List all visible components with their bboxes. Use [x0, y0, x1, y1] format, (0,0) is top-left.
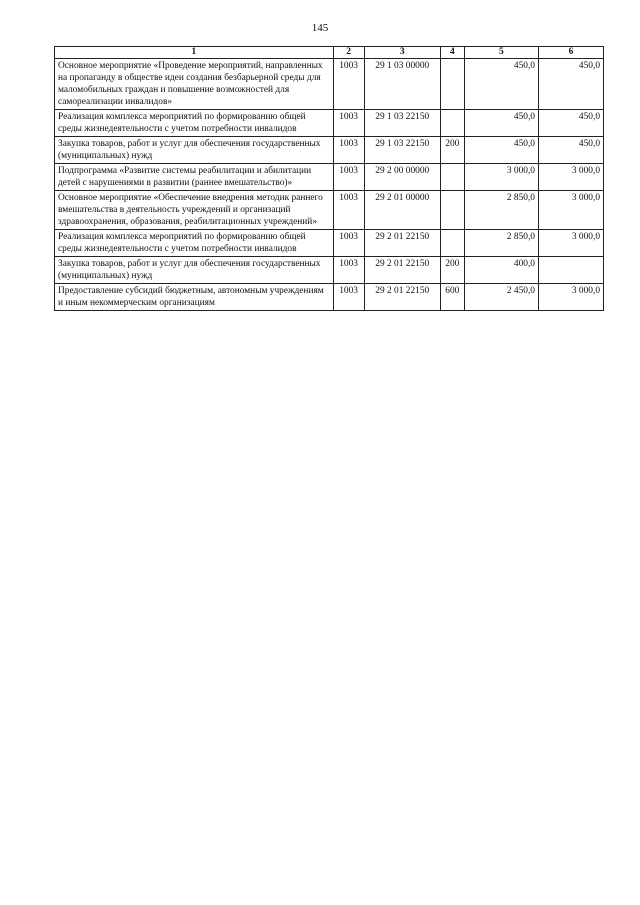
table-header-row: [55, 47, 604, 59]
table-row: [55, 257, 604, 284]
column-header-2: 2: [333, 47, 364, 59]
row-expense-type: [440, 164, 464, 191]
row-amount-6: 3 000,0: [538, 164, 603, 191]
row-expense-type: [440, 59, 464, 110]
row-amount-5: 450,0: [464, 59, 538, 110]
page-number: 145: [311, 22, 329, 34]
row-target-code: 29 2 00 00000: [364, 164, 440, 191]
row-expense-type: 600: [440, 284, 464, 311]
row-name: Предоставление субсидий бюджетным, автономным учреждениям и иным некоммерческим организациям: [55, 284, 334, 311]
column-header-4: 4: [440, 47, 464, 59]
row-target-code: 29 1 03 22150: [364, 110, 440, 137]
table-row: [55, 230, 604, 257]
row-amount-5: 2 850,0: [464, 191, 538, 230]
row-section: 1003: [333, 110, 364, 137]
row-target-code: 29 1 03 22150: [364, 137, 440, 164]
row-amount-5: 2 850,0: [464, 230, 538, 257]
row-target-code: 29 2 01 22150: [364, 284, 440, 311]
row-amount-6: [538, 257, 603, 284]
row-amount-5: 400,0: [464, 257, 538, 284]
column-header-5: 5: [464, 47, 538, 59]
row-amount-5: 2 450,0: [464, 284, 538, 311]
row-target-code: 29 2 01 22150: [364, 257, 440, 284]
row-section: 1003: [333, 257, 364, 284]
row-section: 1003: [333, 284, 364, 311]
row-section: 1003: [333, 191, 364, 230]
column-header-3: 3: [364, 47, 440, 59]
column-header-1: 1: [55, 47, 334, 59]
row-amount-5: 450,0: [464, 137, 538, 164]
row-expense-type: 200: [440, 137, 464, 164]
table-row: [55, 59, 604, 110]
row-name: Закупка товаров, работ и услуг для обеспечения государственных (муниципальных) нужд: [55, 257, 334, 284]
column-header-6: 6: [538, 47, 603, 59]
row-section: 1003: [333, 164, 364, 191]
row-amount-6: 450,0: [538, 110, 603, 137]
table-row: [55, 164, 604, 191]
table-row: [55, 284, 604, 311]
row-target-code: 29 1 03 00000: [364, 59, 440, 110]
row-amount-5: 3 000,0: [464, 164, 538, 191]
row-section: 1003: [333, 230, 364, 257]
row-amount-6: 450,0: [538, 137, 603, 164]
row-name: Реализация комплекса мероприятий по формированию общей среды жизнедеятельности с учетом потребности инвалидов: [55, 110, 334, 137]
row-name: Подпрограмма «Развитие системы реабилитации и абилитации детей с нарушениями в развитии (раннее вмешательство)»: [55, 164, 334, 191]
table-row: [55, 191, 604, 230]
row-expense-type: [440, 110, 464, 137]
row-target-code: 29 2 01 22150: [364, 230, 440, 257]
row-expense-type: [440, 191, 464, 230]
budget-table: [54, 46, 604, 311]
row-expense-type: [440, 230, 464, 257]
row-target-code: 29 2 01 00000: [364, 191, 440, 230]
row-amount-6: 450,0: [538, 59, 603, 110]
row-name: Основное мероприятие «Проведение мероприятий, направленных на пропаганду в обществе идеи создания безбарьерной среды для маломобильных граждан и повышение возможностей для самореализации инвалидов»: [55, 59, 334, 110]
table-row: [55, 110, 604, 137]
row-amount-6: 3 000,0: [538, 191, 603, 230]
table-row: [55, 137, 604, 164]
row-expense-type: 200: [440, 257, 464, 284]
row-name: Реализация комплекса мероприятий по формированию общей среды жизнедеятельности с учетом потребности инвалидов: [55, 230, 334, 257]
row-amount-6: 3 000,0: [538, 284, 603, 311]
row-amount-5: 450,0: [464, 110, 538, 137]
row-name: Основное мероприятие «Обеспечение внедрения методик раннего вмешательства в деятельность учреждений и организаций здравоохранения, образования, реабилитационных учреждений»: [55, 191, 334, 230]
row-amount-6: 3 000,0: [538, 230, 603, 257]
row-section: 1003: [333, 137, 364, 164]
row-section: 1003: [333, 59, 364, 110]
row-name: Закупка товаров, работ и услуг для обеспечения государственных (муниципальных) нужд: [55, 137, 334, 164]
